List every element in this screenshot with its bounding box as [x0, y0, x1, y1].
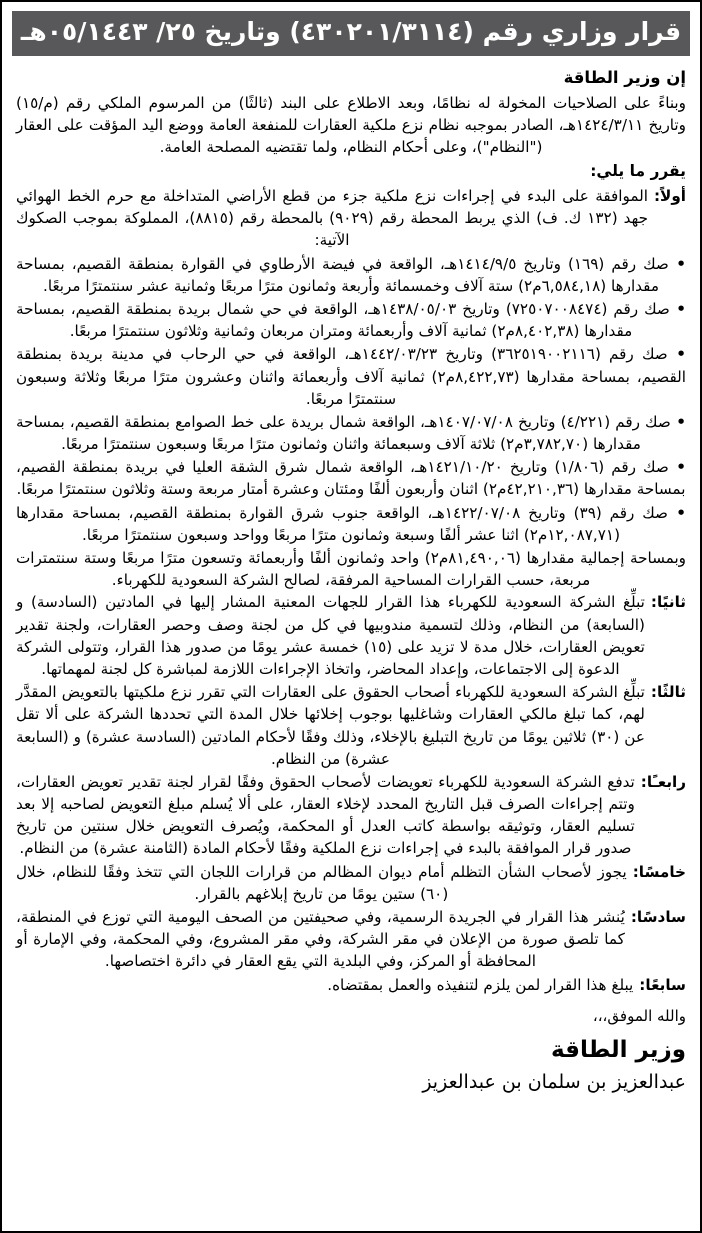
clause-first [16, 185, 686, 252]
clause-text: تدفع الشركة السعودية للكهرباء تعويضات لأصحاب الحقوق وفقًا لقرار لجنة تقدير تعويض العقارات، وتتم إجراءات الصرف قبل التاريخ المحدد لإخلاء العقار، على ألا يُسلم مبلغ التعويض لصاحبه إلا بعد تسليم العقار، وتوثيقه بواسطة كاتب العدل أو المحكمة، ويُصرف التعويض خلال سنتين من تاريخ صدور قرار الموافقة بالبدء في إجراءات نزع الملكية وفقًا لأحكام المادة (الثامنة عشرة) من النظام. [16, 772, 635, 858]
clause-label: أولاً: [653, 187, 686, 206]
signature-name: عبدالعزيز بن سلمان بن عبدالعزيز [422, 1071, 686, 1094]
list-item: • صك رقم (١/٨٠٦) وتاريخ ١٤٢١/١٠/٢٠هـ، الواقعة شمال شرق الشقة العليا في بريدة بمنطقة القصيم، بمساحة مقدارها (٤٢,٢١٠,٣٦م٢) اثنان وأربعون ألفًا ومئتان وعشرة أمتار مربعة وستة وثلاثون سنتمترًا مربعًا. [16, 456, 686, 500]
clause-text: يُنشر هذا القرار في الجريدة الرسمية، وفي صحيفتين من الصحف اليومية التي توزع في المنطقة، كما تلصق صورة من الإعلان في مقر الشركة، وفي مقر المشروع، وفي المحكمة، وفي الإمارة أو المحافظة أو المركز، وفي البلدية التي يقع العقار في دائرة اختصاصها. [16, 908, 625, 971]
clause-fifth [16, 861, 686, 905]
clause-sixth [16, 906, 686, 973]
clause-fourth [16, 771, 686, 860]
clause-text: تبلِّغ الشركة السعودية للكهرباء أصحاب الحقوق على العقارات التي تقرر نزع ملكيتها بالتعويض المقدَّر لهم، كما تبلغ مالكي العقارات وشاغليها بوجوب إخلائها خلال المدة التي تحددها الشركة على ألا تقل عن (٣٠) ثلاثين يومًا من تاريخ التبليغ بالإخلاء، وذلك وفقًا لأحكام المادتين (السادسة عشرة) و (السابعة عشرة) من النظام. [16, 683, 645, 768]
clause-label: ثانيًا: [650, 593, 686, 612]
list-item: • صك رقم (٤/٢٢١) وتاريخ ١٤٠٧/٠٧/٠٨هـ، الواقعة شمال بريدة على خط الصوامع بمنطقة القصيم، بمساحة مقدارها (٣,٧٨٢,٧٠م٢) ثلاثة آلاف وسبعمائة واثنان وثمانون مترًا مربعًا وسبعون سنتمترًا مربعًا. [16, 411, 686, 455]
clause-second [16, 591, 686, 680]
clause-text: تبلِّغ الشركة السعودية للكهرباء هذا القرار للجهات المعنية المشار إليها في المادتين (السادسة) و (السابعة) من النظام، وذلك لتسمية مندوبيها في كل من لجنة وصف وحصر العقارات، ولجنة تقدير تعويض العقارات، خلال مدة لا تزيد على (١٥) خمسة عشر يومًا من صدور هذا القرار، وتتولى الشركة الدعوة إلى الاجتماعات، وإعداد المحاضر، واتخاذ الإجراءات اللازمة لمباشرة كل لجنة لمهماتها. [16, 593, 645, 678]
signature-title: وزير الطاقة [550, 1036, 686, 1063]
clause-label: ثالثًا: [650, 683, 686, 702]
clause-label: خامسًا: [632, 862, 686, 881]
total-area-text: وبمساحة إجمالية مقدارها (٨١,٤٩٠,٠٦م٢) واحد وثمانون ألفًا وأربعمائة وتسعون مترًا مربعًا وستة سنتمترات مربعة، حسب القرارات المساحية المرفقة، لصالح الشركة السعودية للكهرباء. [16, 549, 687, 590]
list-item: • صك رقم (٣٦٢٥١٩٠٠٢١١٦) وتاريخ ١٤٤٢/٠٣/٢٣هـ، الواقعة في حي الرحاب في مدينة بريدة بمنطقة القصيم، بمساحة مقدارها (٨,٤٢٢,٧٣م٢) ثمانية آلاف وأربعمائة واثنان وعشرون مترًا مربعًا وثلاثة وسبعون سنتمترًا مربعًا. [16, 343, 686, 410]
document-body [10, 62, 692, 1103]
clause-label: سابعًا: [639, 975, 686, 994]
list-item: • صك رقم (٣٩) وتاريخ ١٤٢٢/٠٧/٠٨هـ، الواقعة جنوب شرق القوارة بمنطقة القصيم، بمساحة مقدارها (١٢,٠٨٧,٧١م٢) اثنا عشر ألفًا وسبعة وثمانون مترًا مربعًا وواحد وسبعون سنتمترًا مربعًا. [16, 502, 686, 546]
clause-third [16, 681, 686, 770]
list-item: • صك رقم (١٦٩) وتاريخ ١٤١٤/٩/٥هـ، الواقعة في فيضة الأرطاوي في القوارة بمنطقة القصيم، بمساحة مقدارها (٦,٥٨٤,١٨م٢) ستة آلاف وخمسمائة وأربعة وثمانون مترًا مربعًا وثمانية عشر سنتمترًا مربعًا. [16, 253, 686, 297]
deed-list [16, 253, 686, 546]
list-item: • صك رقم (٧٢٥٠٧٠٠٨٤٧٤) وتاريخ ١٤٣٨/٠٥/٠٣هـ، الواقعة في حي شمال بريدة بمنطقة القصيم، بمساحة مقدارها (٨,٤٠٢,٣٨م٢) ثمانية آلاف وأربعمائة ومتران مربعان وثمانية وثلاثون سنتمترًا مربعًا. [16, 298, 686, 342]
clause-text: الموافقة على البدء في إجراءات نزع ملكية جزء من قطع الأراضي المتداخلة مع حرم الخط الهوائي جهد (١٣٢ ك. ف) الذي يربط المحطة رقم (٩٠٢٩) بالمحطة رقم (٨٨١٥)، المملوكة بموجب الصكوك الآتية: [16, 187, 648, 250]
closing-blessing: والله الموفق،،، [592, 1006, 686, 1025]
clause-label: سادسًا: [630, 908, 686, 927]
clause-text: يجوز لأصحاب الشأن التظلم أمام ديوان المظالم من قرارات اللجان التي تتخذ وفقًا للنظام، خلال (٦٠) ستين يومًا من تاريخ إبلاغهم بالقرار. [16, 862, 627, 903]
clause-text: يبلغ هذا القرار لمن يلزم لتنفيذه والعمل بمقتضاه. [327, 975, 634, 994]
bottom-spacer [10, 1103, 692, 1223]
document-header-banner: قرار وزاري رقم (٤٣٠٢٠١/٣١١٤) وتاريخ ٢٥/ ٠٥/١٤٤٣هـ [12, 11, 690, 56]
decides-label: يقرر ما يلي: [590, 162, 686, 181]
clause-seventh [16, 974, 686, 996]
preamble-title: إن وزير الطاقة [563, 67, 686, 87]
clause-label: رابعـًا: [640, 772, 686, 791]
preamble-text: وبناءً على الصلاحيات المخولة له نظامًا، وبعد الاطلاع على البند (ثالثًا) من المرسوم الملكي رقم (م/١٥) وتاريخ ١٤٢٤/٣/١١هـ، الصادر بموجبه نظام نزع ملكية العقارات للمنفعة العامة ووضع اليد المؤقت على العقار ("النظام")، وعلى أحكام النظام، ولما تقتضيه المصلحة العامة. [16, 93, 686, 157]
